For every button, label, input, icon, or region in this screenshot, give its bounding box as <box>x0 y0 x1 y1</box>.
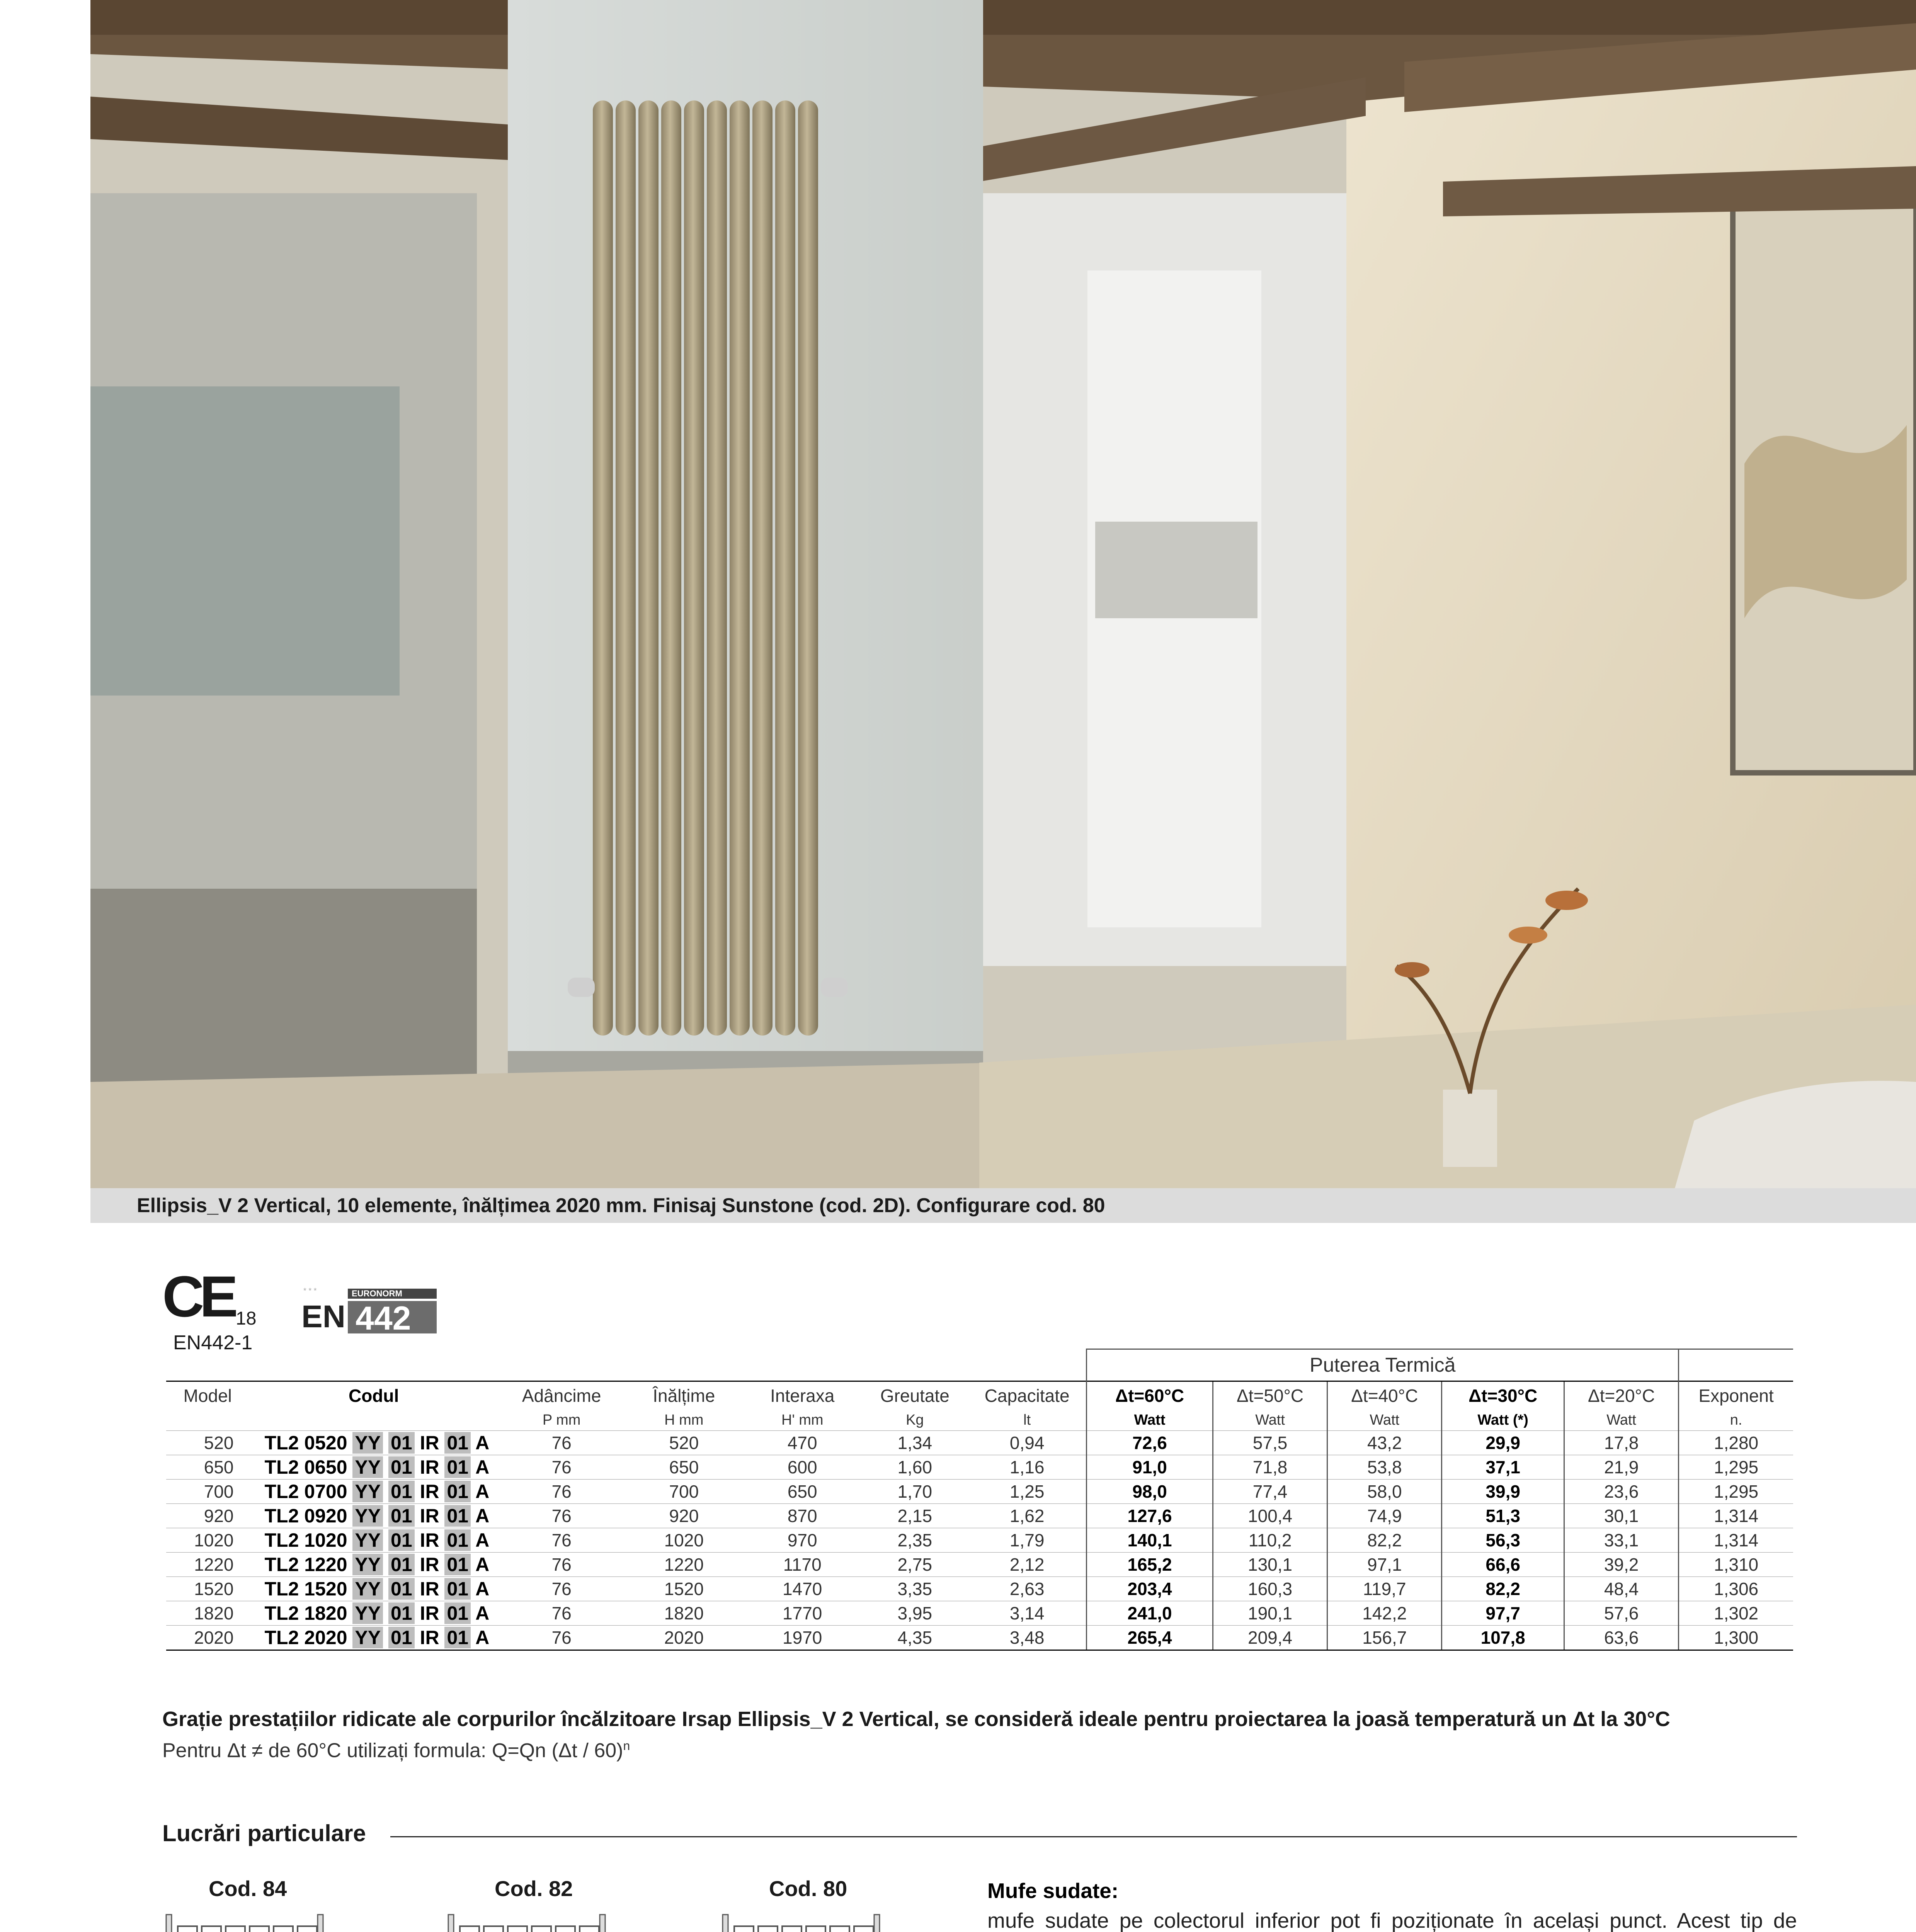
code-part: A <box>475 1578 490 1600</box>
cell-p: 76 <box>499 1504 625 1528</box>
code-part: 01 <box>444 1432 471 1454</box>
cell-h: 2020 <box>625 1626 743 1650</box>
code-part: 01 <box>388 1554 415 1575</box>
cell-t60: 127,6 <box>1087 1504 1213 1528</box>
column-unit: Watt (*) <box>1442 1410 1564 1431</box>
code-part: 01 <box>444 1578 471 1600</box>
radiator-element <box>616 100 636 1036</box>
collector-cap <box>448 1915 454 1932</box>
cell-t20: 63,6 <box>1564 1626 1679 1650</box>
radiator-outline-element <box>484 1926 503 1932</box>
ce-number: 18 <box>236 1308 257 1329</box>
cell-lt: 1,62 <box>968 1504 1086 1528</box>
cell-t20: 39,2 <box>1564 1553 1679 1577</box>
cell-model: 1020 <box>166 1528 249 1553</box>
table-row <box>166 1480 1793 1504</box>
cell-p: 76 <box>499 1455 625 1480</box>
code-part: 01 <box>388 1578 415 1600</box>
column-unit: Kg <box>906 1412 924 1428</box>
column-unit: H' mm <box>781 1412 824 1428</box>
product-code-cell <box>249 1553 498 1577</box>
radiator-outline-element <box>580 1926 599 1932</box>
cell-p: 76 <box>499 1480 625 1504</box>
radiator-element <box>661 100 681 1036</box>
cell-t60: 165,2 <box>1087 1553 1213 1577</box>
cell-t20: 30,1 <box>1564 1504 1679 1528</box>
formula-note <box>162 1739 630 1762</box>
svg-text:442: 442 <box>356 1300 411 1335</box>
code-part: A <box>475 1627 490 1648</box>
formula-exponent: n <box>623 1739 630 1753</box>
table-row <box>166 1504 1793 1528</box>
product-code-cell <box>249 1528 498 1553</box>
cell-p: 76 <box>499 1626 625 1650</box>
column-header: Codul <box>249 1381 498 1410</box>
product-code-cell <box>249 1455 498 1480</box>
cell-lt: 3,48 <box>968 1626 1086 1650</box>
cell-h: 520 <box>625 1431 743 1455</box>
column-unit: H mm <box>664 1412 704 1428</box>
radiator-element <box>752 100 773 1036</box>
product-code-cell <box>249 1480 498 1504</box>
cell-t40: 58,0 <box>1327 1480 1442 1504</box>
cell-t40: 119,7 <box>1327 1577 1442 1601</box>
cell-p: 76 <box>499 1577 625 1601</box>
code-part: A <box>475 1456 490 1478</box>
cell-n: 1,280 <box>1679 1431 1793 1455</box>
table-header-row <box>166 1381 1793 1410</box>
code-part: TL2 0650 <box>264 1456 347 1478</box>
radiator-outline-element <box>250 1926 269 1932</box>
code-part: IR <box>420 1554 439 1575</box>
photo-caption <box>90 1188 1916 1223</box>
radiator-outline-element <box>806 1926 825 1932</box>
code-part: IR <box>420 1627 439 1648</box>
column-unit: Watt <box>1564 1410 1679 1431</box>
low-temperature-note: Grație prestațiilor ridicate ale corpurilor încălzitoare Irsap Ellipsis_V 2 Vertical, se consideră ideale pentru proiectarea la joasă temperatură un Δt la 30°C <box>162 1708 1670 1731</box>
cell-kg: 1,70 <box>861 1480 968 1504</box>
cell-hi: 600 <box>743 1455 861 1480</box>
formula-text: Pentru Δt ≠ de 60°C utilizați formula: Q=Qn (Δt / 60) <box>162 1739 623 1762</box>
cell-t30: 66,6 <box>1442 1553 1564 1577</box>
cell-t60: 98,0 <box>1087 1480 1213 1504</box>
cell-kg: 1,34 <box>861 1431 968 1455</box>
cell-lt: 2,63 <box>968 1577 1086 1601</box>
code-part: 01 <box>388 1627 415 1648</box>
product-code-cell <box>249 1431 498 1455</box>
cell-h: 1020 <box>625 1528 743 1553</box>
product-code-cell <box>249 1601 498 1626</box>
table-row <box>166 1626 1793 1650</box>
cell-t40: 97,1 <box>1327 1553 1442 1577</box>
code-part: TL2 1020 <box>264 1529 347 1551</box>
cell-t40: 156,7 <box>1327 1626 1442 1650</box>
cell-model: 520 <box>166 1431 249 1455</box>
section-title: Lucrări particulare <box>162 1820 366 1846</box>
cell-t20: 23,6 <box>1564 1480 1679 1504</box>
cell-model: 2020 <box>166 1626 249 1650</box>
cell-p: 76 <box>499 1431 625 1455</box>
cell-hi: 1770 <box>743 1601 861 1626</box>
table-units-row <box>166 1410 1793 1431</box>
table-row <box>166 1601 1793 1626</box>
hero-photo <box>90 0 1916 1188</box>
cell-hi: 650 <box>743 1480 861 1504</box>
cell-h: 1220 <box>625 1553 743 1577</box>
cell-t60: 265,4 <box>1087 1626 1213 1650</box>
product-code-cell <box>249 1626 498 1650</box>
radiator-outline-element <box>202 1926 221 1932</box>
table-row <box>166 1431 1793 1455</box>
cell-t40: 43,2 <box>1327 1431 1442 1455</box>
cell-t50: 110,2 <box>1213 1528 1327 1553</box>
cell-t40: 82,2 <box>1327 1528 1442 1553</box>
cell-n: 1,302 <box>1679 1601 1793 1626</box>
cell-t50: 57,5 <box>1213 1431 1327 1455</box>
cell-model: 1820 <box>166 1601 249 1626</box>
cell-h: 700 <box>625 1480 743 1504</box>
cell-n: 1,300 <box>1679 1626 1793 1650</box>
code-part: A <box>475 1529 490 1551</box>
cell-t20: 33,1 <box>1564 1528 1679 1553</box>
euronorm-en442-logo <box>301 1285 441 1335</box>
photo-caption-text: Ellipsis_V 2 Vertical, 10 elemente, înălțimea 2020 mm. Finisaj Sunstone (cod. 2D). Configurare cod. 80 <box>137 1194 1105 1217</box>
cell-model: 1220 <box>166 1553 249 1577</box>
cell-kg: 4,35 <box>861 1626 968 1650</box>
code-part: YY <box>352 1505 383 1527</box>
radiator-element <box>638 100 659 1036</box>
column-unit: lt <box>1023 1412 1031 1428</box>
cell-p: 76 <box>499 1601 625 1626</box>
cell-t40: 74,9 <box>1327 1504 1442 1528</box>
special-works-description <box>987 1876 1797 1932</box>
cell-p: 76 <box>499 1528 625 1553</box>
cell-h: 920 <box>625 1504 743 1528</box>
cell-t30: 51,3 <box>1442 1504 1564 1528</box>
radiator-outline-element <box>226 1926 245 1932</box>
radiator-element <box>775 100 795 1036</box>
column-header: Greutate <box>861 1381 968 1410</box>
mufe-text: mufe sudate pe colectorul inferior pot fi poziționate în același punct. Acest tip de <box>987 1908 1797 1932</box>
cell-t30: 29,9 <box>1442 1431 1564 1455</box>
column-header: Înălțime <box>625 1381 743 1410</box>
cell-t30: 97,7 <box>1442 1601 1564 1626</box>
cell-hi: 470 <box>743 1431 861 1455</box>
code-part: A <box>475 1554 490 1575</box>
cell-kg: 2,15 <box>861 1504 968 1528</box>
cell-t50: 190,1 <box>1213 1601 1327 1626</box>
cell-t60: 203,4 <box>1087 1577 1213 1601</box>
code-part: 01 <box>444 1627 471 1648</box>
column-header: Δt=20°C <box>1564 1381 1679 1410</box>
code-part: TL2 1220 <box>264 1554 347 1575</box>
cell-hi: 1970 <box>743 1626 861 1650</box>
code-part: A <box>475 1432 490 1454</box>
cell-t60: 241,0 <box>1087 1601 1213 1626</box>
cell-t50: 71,8 <box>1213 1455 1327 1480</box>
code-part: TL2 0700 <box>264 1481 347 1502</box>
svg-text:EN: EN <box>301 1299 345 1334</box>
cell-t40: 53,8 <box>1327 1455 1442 1480</box>
radiator-outline-element <box>532 1926 551 1932</box>
column-unit <box>249 1410 498 1431</box>
cell-t50: 100,4 <box>1213 1504 1327 1528</box>
cell-hi: 1170 <box>743 1553 861 1577</box>
code-part: IR <box>420 1602 439 1624</box>
cell-kg: 3,35 <box>861 1577 968 1601</box>
radiator-outline-element <box>830 1926 849 1932</box>
radiator-outline-element <box>274 1926 293 1932</box>
code-part: 01 <box>388 1529 415 1551</box>
table-row <box>166 1455 1793 1480</box>
code-part: 01 <box>444 1529 471 1551</box>
collector-cap <box>318 1915 323 1932</box>
radiator-outline-element <box>758 1926 778 1932</box>
cell-t60: 91,0 <box>1087 1455 1213 1480</box>
collector-cap <box>874 1915 880 1932</box>
code-part: IR <box>420 1505 439 1527</box>
cell-t60: 140,1 <box>1087 1528 1213 1553</box>
cell-lt: 3,14 <box>968 1601 1086 1626</box>
cell-hi: 1470 <box>743 1577 861 1601</box>
cell-hi: 870 <box>743 1504 861 1528</box>
radiator-outline-element <box>734 1926 754 1932</box>
column-header: Δt=60°C <box>1087 1381 1213 1410</box>
cod-82-diagram <box>437 1911 630 1932</box>
cell-h: 650 <box>625 1455 743 1480</box>
cell-h: 1820 <box>625 1601 743 1626</box>
table-row <box>166 1577 1793 1601</box>
code-part: IR <box>420 1432 439 1454</box>
cell-lt: 1,25 <box>968 1480 1086 1504</box>
code-part: 01 <box>388 1481 415 1502</box>
radiator-element <box>798 100 818 1036</box>
cell-kg: 3,95 <box>861 1601 968 1626</box>
code-part: IR <box>420 1481 439 1502</box>
product-code-cell <box>249 1577 498 1601</box>
spec-table <box>166 1349 1793 1651</box>
code-part: YY <box>352 1578 383 1600</box>
code-part: IR <box>420 1529 439 1551</box>
mufe-title: Mufe sudate: <box>987 1879 1119 1903</box>
column-header: Exponent <box>1679 1381 1793 1410</box>
code-part: YY <box>352 1481 383 1502</box>
cell-lt: 0,94 <box>968 1431 1086 1455</box>
code-part: 01 <box>444 1456 471 1478</box>
collector-cap <box>600 1915 605 1932</box>
column-header: Model <box>166 1381 249 1410</box>
code-part: A <box>475 1602 490 1624</box>
column-header: Interaxa <box>743 1381 861 1410</box>
code-part: TL2 0920 <box>264 1505 347 1527</box>
cell-t30: 56,3 <box>1442 1528 1564 1553</box>
radiator-outline-element <box>782 1926 801 1932</box>
cod-80-diagram <box>699 1911 916 1932</box>
code-part: YY <box>352 1529 383 1551</box>
en442-standard: EN442-1 <box>173 1332 253 1354</box>
svg-text:* * *: * * * <box>303 1287 317 1295</box>
cell-model: 700 <box>166 1480 249 1504</box>
column-header: Δt=40°C <box>1327 1381 1442 1410</box>
interior-scene-image <box>90 0 1916 1188</box>
column-header: Capacitate <box>968 1381 1086 1410</box>
code-part: TL2 0520 <box>264 1432 347 1454</box>
cell-t30: 107,8 <box>1442 1626 1564 1650</box>
code-part: 01 <box>444 1481 471 1502</box>
column-header: Δt=50°C <box>1213 1381 1327 1410</box>
cell-p: 76 <box>499 1553 625 1577</box>
cell-model: 920 <box>166 1504 249 1528</box>
puterea-termica-header: Puterea Termică <box>1087 1349 1679 1381</box>
cell-t50: 160,3 <box>1213 1577 1327 1601</box>
table-group-header-row <box>166 1349 1793 1381</box>
cell-t50: 130,1 <box>1213 1553 1327 1577</box>
cell-n: 1,310 <box>1679 1553 1793 1577</box>
column-unit: Watt <box>1327 1410 1442 1431</box>
code-part: 01 <box>388 1456 415 1478</box>
cell-t20: 21,9 <box>1564 1455 1679 1480</box>
cell-n: 1,314 <box>1679 1528 1793 1553</box>
section-divider <box>390 1836 1797 1837</box>
code-part: TL2 1820 <box>264 1602 347 1624</box>
cell-t20: 48,4 <box>1564 1577 1679 1601</box>
radiator-outline-element <box>854 1926 873 1932</box>
code-part: YY <box>352 1554 383 1575</box>
radiator-element <box>730 100 750 1036</box>
table-row <box>166 1553 1793 1577</box>
collector-cap <box>166 1915 172 1932</box>
radiator-outline-element <box>508 1926 527 1932</box>
cell-h: 1520 <box>625 1577 743 1601</box>
cell-hi: 970 <box>743 1528 861 1553</box>
svg-text:EURONORM: EURONORM <box>352 1289 402 1298</box>
table-row <box>166 1528 1793 1553</box>
column-header: Δt=30°C <box>1442 1381 1564 1410</box>
column-unit: Watt <box>1213 1410 1327 1431</box>
cell-t30: 82,2 <box>1442 1577 1564 1601</box>
column-unit: Watt <box>1087 1410 1213 1431</box>
cell-n: 1,314 <box>1679 1504 1793 1528</box>
code-part: YY <box>352 1627 383 1648</box>
cell-lt: 1,79 <box>968 1528 1086 1553</box>
cell-t30: 37,1 <box>1442 1455 1564 1480</box>
cell-model: 650 <box>166 1455 249 1480</box>
ce-mark: CE <box>162 1264 234 1329</box>
code-part: 01 <box>388 1602 415 1624</box>
code-part: YY <box>352 1456 383 1478</box>
column-unit: P mm <box>542 1412 581 1428</box>
cell-lt: 1,16 <box>968 1455 1086 1480</box>
code-part: YY <box>352 1602 383 1624</box>
cell-t30: 39,9 <box>1442 1480 1564 1504</box>
cell-t20: 17,8 <box>1564 1431 1679 1455</box>
code-part: IR <box>420 1578 439 1600</box>
cell-kg: 2,75 <box>861 1553 968 1577</box>
radiator-element <box>707 100 727 1036</box>
cell-kg: 1,60 <box>861 1455 968 1480</box>
radiator-outline-element <box>178 1926 197 1932</box>
code-part: 01 <box>388 1505 415 1527</box>
cell-kg: 2,35 <box>861 1528 968 1553</box>
code-part: 01 <box>388 1432 415 1454</box>
cell-model: 1520 <box>166 1577 249 1601</box>
cell-t40: 142,2 <box>1327 1601 1442 1626</box>
radiator-outline-element <box>556 1926 575 1932</box>
code-part: 01 <box>444 1554 471 1575</box>
radiator-element <box>684 100 704 1036</box>
column-unit <box>166 1410 249 1431</box>
column-header: Adâncime <box>499 1381 625 1410</box>
cod-82-label: Cod. 82 <box>495 1876 573 1901</box>
product-code-cell <box>249 1504 498 1528</box>
cod-84-diagram <box>155 1911 348 1932</box>
cod-80-label: Cod. 80 <box>769 1876 847 1901</box>
code-part: 01 <box>444 1602 471 1624</box>
radiator-image <box>568 100 848 1036</box>
collector-cap <box>723 1915 728 1932</box>
cell-n: 1,306 <box>1679 1577 1793 1601</box>
cell-n: 1,295 <box>1679 1480 1793 1504</box>
code-part: YY <box>352 1432 383 1454</box>
radiator-outline-element <box>460 1926 479 1932</box>
cell-n: 1,295 <box>1679 1455 1793 1480</box>
cell-t50: 77,4 <box>1213 1480 1327 1504</box>
cell-t60: 72,6 <box>1087 1431 1213 1455</box>
code-part: A <box>475 1505 490 1527</box>
cell-lt: 2,12 <box>968 1553 1086 1577</box>
code-part: 01 <box>444 1505 471 1527</box>
code-part: IR <box>420 1456 439 1478</box>
radiator-outline-element <box>298 1926 317 1932</box>
code-part: TL2 1520 <box>264 1578 347 1600</box>
column-unit: n. <box>1679 1410 1793 1431</box>
code-part: A <box>475 1481 490 1502</box>
cod-84-label: Cod. 84 <box>209 1876 287 1901</box>
code-part: TL2 2020 <box>264 1627 347 1648</box>
radiator-element <box>593 100 613 1036</box>
cell-t50: 209,4 <box>1213 1626 1327 1650</box>
cell-t20: 57,6 <box>1564 1601 1679 1626</box>
